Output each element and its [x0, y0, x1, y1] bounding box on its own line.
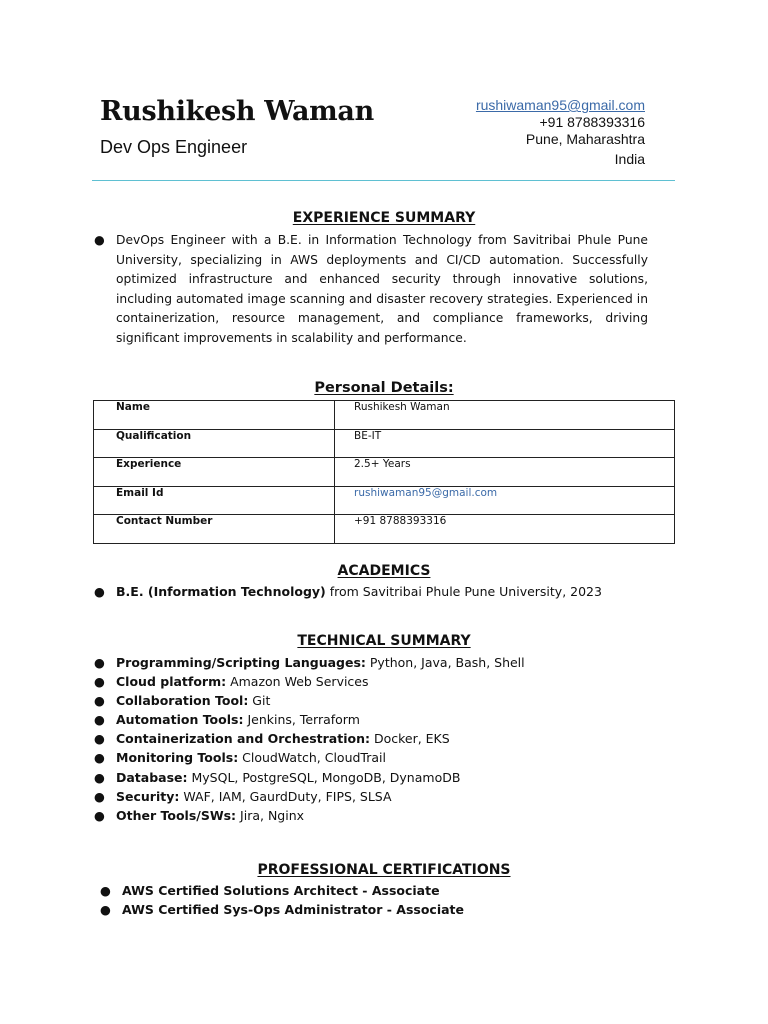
table-row [94, 515, 675, 544]
skill-value: Jira, Nginx [236, 807, 305, 823]
bullet-icon: ● [94, 693, 105, 709]
list-item [94, 653, 525, 672]
list-item [94, 710, 525, 729]
skill-value: Python, Java, Bash, Shell [365, 655, 525, 670]
table-cell-label: Name [94, 401, 335, 430]
bullet-icon: ● [94, 655, 105, 670]
experience-summary-heading: EXPERIENCE SUMMARY [292, 210, 476, 226]
certifications-list [100, 881, 464, 919]
table-row [94, 458, 675, 487]
header-divider [92, 180, 675, 181]
skill-value: WAF, IAM, GaurdDuty, FIPS, SLSA [179, 788, 392, 804]
list-item [94, 768, 525, 787]
academics-list [94, 582, 602, 601]
skill-value: MySQL, PostgreSQL, MongoDB, DynamoDB [187, 769, 461, 785]
table-cell-label: Qualification [94, 429, 335, 458]
list-item [94, 787, 525, 806]
bullet-icon: ● [94, 712, 105, 728]
phone-number: +91 8788393316 [539, 114, 645, 130]
location-country: India [614, 151, 645, 167]
degree-details: from Savitribai Phule Pune University, 2023 [325, 584, 602, 599]
bullet-icon: ● [94, 584, 105, 599]
skill-label: Collaboration Tool: [116, 693, 249, 709]
personal-details-table [93, 400, 675, 544]
technical-summary-heading: TECHNICAL SUMMARY [297, 633, 471, 649]
skill-value: CloudWatch, CloudTrail [238, 750, 386, 766]
list-item [94, 748, 525, 767]
table-row [94, 429, 675, 458]
bullet-icon: ● [94, 807, 105, 823]
skill-label: Programming/Scripting Languages: [116, 655, 366, 670]
list-item [94, 691, 525, 710]
bullet-icon: ● [94, 769, 105, 785]
experience-summary-text: DevOps Engineer with a B.E. in Information Technology from Savitribai Phule Pune University, specializing in AWS deployments and CI/CD automation. Successfully optimized infrastructure and enhanced security through innovative solutions, including automated image scanning and disaster recovery strategies. Experienced in containerization, resource management, and compliance frameworks, driving significant improvements in scalability and performance. [116, 233, 648, 345]
skill-label: Cloud platform: [116, 674, 227, 690]
skill-value: Jenkins, Terraform [243, 712, 360, 728]
table-cell-value: Rushikesh Waman [335, 401, 675, 430]
table-cell-label: Email Id [94, 486, 335, 515]
table-cell-value: BE-IT [335, 429, 675, 458]
location-city: Pune, Maharashtra [525, 131, 645, 147]
skill-label: Containerization and Orchestration: [116, 731, 370, 747]
list-item [94, 582, 602, 601]
skill-label: Security: [116, 788, 180, 804]
list-item [100, 900, 464, 919]
skill-value: Docker, EKS [369, 731, 450, 747]
candidate-name: Rushikesh Waman [100, 96, 374, 127]
certification-name: AWS Certified Solutions Architect - Associate [122, 883, 440, 898]
skill-label: Monitoring Tools: [116, 750, 239, 766]
bullet-icon: ● [94, 750, 105, 766]
bullet-icon: ● [94, 233, 105, 247]
certification-name: AWS Certified Sys-Ops Administrator - Associate [122, 902, 464, 917]
certifications-heading: PROFESSIONAL CERTIFICATIONS [257, 862, 511, 878]
bullet-icon: ● [100, 883, 111, 898]
bullet-icon: ● [100, 902, 111, 917]
skill-value: Git [248, 693, 271, 709]
academics-heading: ACADEMICS [337, 563, 431, 579]
skill-value: Amazon Web Services [226, 674, 369, 690]
table-cell-value: 2.5+ Years [335, 458, 675, 487]
table-cell-label: Experience [94, 458, 335, 487]
skill-label: Automation Tools: [116, 712, 244, 728]
bullet-icon: ● [94, 788, 105, 804]
technical-summary-list [94, 653, 525, 825]
table-cell-label: Contact Number [94, 515, 335, 544]
contact-block [476, 97, 645, 168]
list-item [94, 729, 525, 748]
list-item [100, 881, 464, 900]
list-item [94, 806, 525, 825]
skill-label: Database: [116, 769, 188, 785]
table-cell-email[interactable]: rushiwaman95@gmail.com [335, 486, 675, 515]
list-item [94, 672, 525, 691]
table-cell-value: +91 8788393316 [335, 515, 675, 544]
email-link[interactable]: rushiwaman95@gmail.com [475, 97, 645, 113]
experience-summary [94, 231, 648, 348]
bullet-icon: ● [94, 731, 105, 747]
table-row [94, 486, 675, 515]
degree-name: B.E. (Information Technology) [116, 584, 326, 599]
personal-details-heading: Personal Details: [314, 380, 454, 396]
job-title: Dev Ops Engineer [100, 137, 248, 157]
skill-label: Other Tools/SWs: [116, 807, 237, 823]
table-row [94, 401, 675, 430]
bullet-icon: ● [94, 674, 105, 690]
